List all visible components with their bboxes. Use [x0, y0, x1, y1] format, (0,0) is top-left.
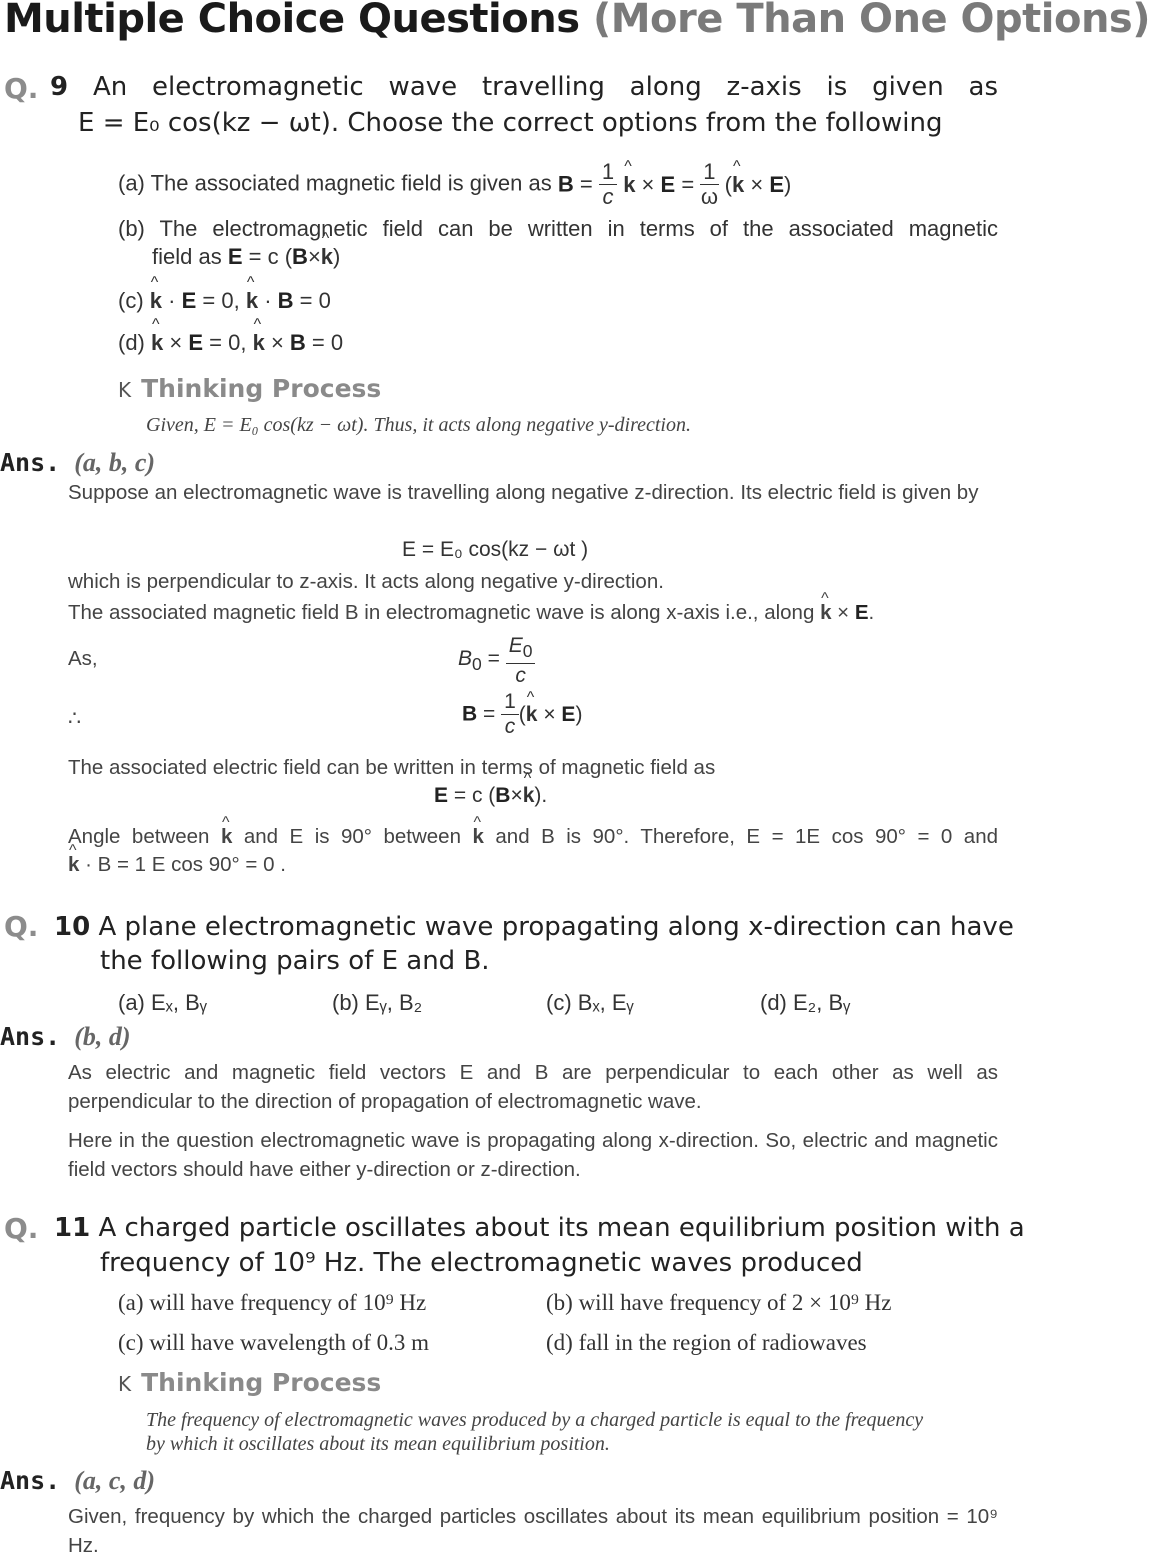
q9-line2: E = E₀ cos(kz − ωt). Choose the correct options from the following — [78, 108, 943, 138]
q9-body-4: The associated electric field can be written in terms of magnetic field as — [68, 756, 716, 779]
q9-number: 9 — [50, 72, 69, 102]
q9-body-2: which is perpendicular to z-axis. It acts along negative y-direction. — [68, 570, 664, 593]
q10-line2: the following pairs of E and B. — [100, 946, 490, 976]
q9-eq-b-vector: B = $\frac{1}{c}$ (^ k × E) — [462, 690, 582, 739]
q9-option-b-line1: (b) The electromagnetic field can be written in terms of the associated magnetic — [118, 216, 998, 241]
q9-body-1: Suppose an electromagnetic wave is travelling along negative z-direction. Its electric field is given by — [68, 481, 979, 504]
q9-option-c-label: (c) — [118, 288, 144, 313]
heading-main: Multiple Choice Questions — [4, 0, 580, 42]
q11-thinking-process-title: K Thinking Process — [118, 1368, 382, 1397]
frac-1-over-c: $\frac{1}{c}$ — [599, 160, 617, 209]
q11-body-1: Given, frequency by which the charged particles oscillates about its mean equilibrium position = 10⁹ Hz. — [68, 1505, 998, 1557]
q9-mark: Q. — [4, 72, 39, 105]
q9-answer — [0, 448, 155, 478]
q11-ans-options: (a, c, d) — [74, 1466, 156, 1495]
q9-option-a: (a) The associated magnetic field is given as B = $\frac{1}{c}$ ^ k × E = $\frac{1}{\omega}$ (^ k × E) — [118, 160, 791, 209]
q10-option-c: (c) Bₓ, Eᵧ — [546, 990, 634, 1015]
q11-ans-label: Ans. — [0, 1466, 61, 1495]
q9-option-d-label: (d) — [118, 330, 145, 355]
q10-body-1: As electric and magnetic field vectors E and B are perpendicular to each other as well as perpendicular to the direction of propagation of electromagnetic wave. — [68, 1061, 998, 1113]
thinking-bullet-icon: K — [118, 1372, 132, 1396]
q9-ans-options: (a, b, c) — [74, 448, 156, 477]
q9-eq-e-vector: E = c (B×^ k). — [434, 784, 547, 808]
q11-thinking-text: The frequency of electromagnetic waves produced by a charged particle is equal to the frequency by which it oscillates about its mean equilibrium position. — [146, 1409, 924, 1455]
q9-therefore-label: ∴ — [68, 707, 82, 730]
q9-text-line1: An electromagnetic wave travelling along z-axis is given as — [92, 72, 999, 102]
q11-number: 11 — [54, 1213, 91, 1243]
q11-option-d: (d) fall in the region of radiowaves — [546, 1330, 867, 1355]
q11-mark: Q. — [4, 1212, 39, 1245]
q9-body-6: ^ k · B = 1 E cos 90° = 0 . — [68, 850, 998, 879]
q9-body-3: The associated magnetic field B in electromagnetic wave is along x-axis i.e., along ^ k × E. — [68, 598, 998, 627]
frac-1-over-omega: $\frac{1}{\omega}$ — [700, 159, 718, 209]
q11-option-c: (c) will have wavelength of 0.3 m — [118, 1330, 430, 1355]
q11-line2: frequency of 10⁹ Hz. The electromagnetic waves produced — [100, 1248, 863, 1278]
q11-option-b: (b) will have frequency of 2 × 10⁹ Hz — [546, 1290, 892, 1315]
q11-text-line1: A charged particle oscillates about its mean equilibrium position with a — [98, 1213, 1025, 1243]
q10-mark: Q. — [4, 910, 39, 943]
q9-option-a-text: (a) The associated magnetic field is given as — [118, 170, 552, 196]
q10-body-2: Here in the question electromagnetic wave is propagating along x-direction. So, electric and magnetic field vectors should have either y-direction or z-direction. — [68, 1129, 998, 1181]
q10-ans-label: Ans. — [0, 1022, 61, 1051]
q9-option-d: (d) ^ k × E = 0, ^ k × B = 0 — [118, 330, 343, 356]
q11-line1 — [54, 1213, 1025, 1243]
thinking-bullet-icon: K — [118, 378, 132, 402]
q11-option-a: (a) will have frequency of 10⁹ Hz — [118, 1290, 427, 1315]
q10-answer — [0, 1022, 131, 1052]
q10-number: 10 — [54, 912, 91, 942]
section-heading — [4, 0, 1150, 42]
q9-eq-b0: $B_0$ = $\frac{E_0}{c}$ — [458, 634, 535, 688]
q9-body-5: Angle between ^ k and E is 90° between ^ k and B is 90°. Therefore, E = 1E cos 90° = 0 and — [68, 822, 998, 851]
heading-sub: (More Than One Options) — [592, 0, 1150, 42]
q9-thinking-process-title: K Thinking Process — [118, 374, 382, 403]
q10-option-a: (a) Eₓ, Bᵧ — [118, 990, 207, 1015]
q10-ans-options: (b, d) — [74, 1022, 131, 1051]
q9-as-label: As, — [68, 647, 98, 670]
q9-thinking-text: Given, E = E₀ cos(kz − ωt). Thus, it acts along negative y-direction. — [146, 414, 691, 436]
q11-answer — [0, 1466, 155, 1496]
q10-option-d: (d) E₂, Bᵧ — [760, 990, 851, 1015]
q9-option-b-line2: field as E = c (B×^ k) — [152, 244, 340, 270]
q9-option-c: (c) ^ k · E = 0, ^ k · B = 0 — [118, 288, 331, 314]
q9-line1 — [50, 72, 998, 102]
q10-line1 — [54, 912, 1014, 942]
q9-eq-electric-field: E = E₀ cos(kz − ωt ) — [402, 538, 589, 561]
q9-ans-label: Ans. — [0, 448, 61, 477]
q10-text-line1: A plane electromagnetic wave propagating along x-direction can have — [98, 912, 1014, 942]
q10-option-b: (b) Eᵧ, B₂ — [332, 990, 423, 1015]
q9-option-b-text: field as — [152, 244, 222, 269]
